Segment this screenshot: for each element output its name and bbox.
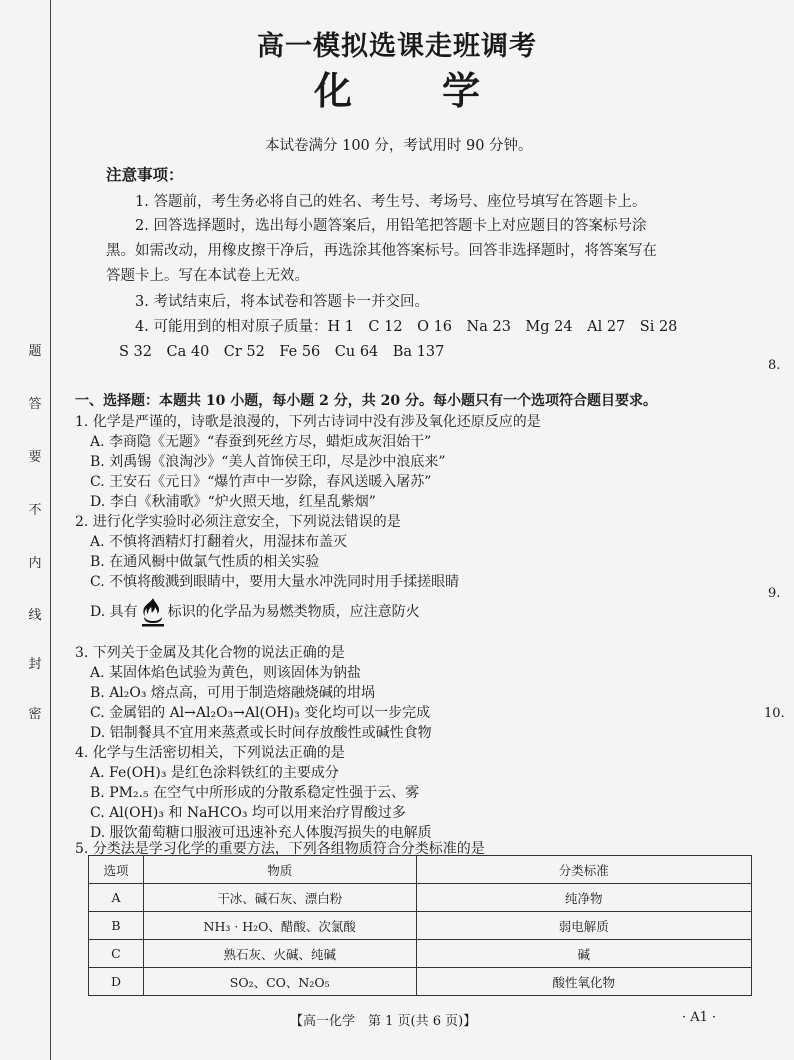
table-cell: 熟石灰、火碱、纯碱 — [143, 940, 416, 968]
binding-line — [50, 0, 51, 1060]
option-b: B. Al₂O₃ 熔点高，可用于制造熔融烧碱的坩埚 — [90, 685, 375, 701]
question-stem: 5. 分类法是学习化学的重要方法，下列各组物质符合分类标准的是 — [75, 841, 485, 857]
subject-title: 化学 — [313, 68, 570, 113]
section-heading: 一、选择题：本题共 10 小题，每小题 2 分，共 20 分。每小题只有一个选项符合题目要求。 — [75, 393, 657, 409]
notice-line: 答题卡上。写在本试卷上无效。 — [106, 268, 309, 284]
table-row — [89, 940, 752, 968]
margin-char: 答 — [28, 397, 42, 412]
option-a: A. 某固体焰色试验为黄色，则该固体为钠盐 — [90, 665, 362, 681]
margin-char: 线 — [28, 608, 42, 623]
table-header: 物质 — [143, 856, 416, 884]
question-stem: 3. 下列关于金属及其化合物的说法正确的是 — [75, 645, 345, 661]
option-b: B. PM₂.₅ 在空气中所形成的分散系稳定性强于云、雾 — [90, 785, 420, 801]
option-c: C. Al(OH)₃ 和 NaHCO₃ 均可以用来治疗胃酸过多 — [90, 805, 406, 821]
table-row — [89, 884, 752, 912]
table-cell: 酸性氧化物 — [416, 968, 751, 996]
option-a: A. 不慎将酒精灯打翻着火，用湿抹布盖灭 — [90, 534, 348, 550]
margin-char: 要 — [28, 450, 42, 465]
flammable-icon — [140, 597, 166, 627]
question-stem: 1. 化学是严谨的，诗歌是浪漫的，下列古诗词中没有涉及氧化还原反应的是 — [75, 414, 541, 430]
margin-char: 内 — [28, 556, 42, 571]
table-cell: B — [89, 912, 144, 940]
classification-table — [88, 855, 752, 996]
option-a: A. 李商隐《无题》“春蚕到死丝方尽，蜡炬成灰泪始干” — [90, 434, 432, 450]
notice-line: 黑。如需改动，用橡皮擦干净后，再选涂其他答案标号。回答非选择题时，将答案写在 — [106, 243, 657, 259]
option-d — [90, 597, 420, 627]
next-page-fragment: 10. — [764, 706, 785, 721]
table-cell: 纯净物 — [416, 884, 751, 912]
table-header-row — [89, 856, 752, 884]
table-row — [89, 968, 752, 996]
option-d-suffix: 标识的化学品为易燃类物质，应注意防火 — [167, 604, 420, 620]
option-a: A. Fe(OH)₃ 是红色涂料铁红的主要成分 — [90, 765, 339, 781]
notice-line: 3. 考试结束后，将本试卷和答题卡一并交回。 — [135, 294, 429, 310]
exam-info: 本试卷满分 100 分，考试用时 90 分钟。 — [265, 138, 533, 154]
option-b: B. 刘禹锡《浪淘沙》“美人首饰侯王印，尽是沙中浪底来” — [90, 454, 446, 470]
question-stem: 4. 化学与生活密切相关，下列说法正确的是 — [75, 745, 345, 761]
margin-char: 不 — [28, 503, 42, 518]
table-header: 分类标准 — [416, 856, 751, 884]
table-row — [89, 912, 752, 940]
table-cell: A — [89, 884, 144, 912]
notice-line: 4. 可能用到的相对原子质量：H 1 C 12 O 16 Na 23 Mg 24 Al 27 Si 28 — [135, 319, 678, 335]
margin-char: 密 — [28, 707, 42, 722]
notice-line: 2. 回答选择题时，选出每小题答案后，用铅笔把答题卡上对应题目的答案标号涂 — [135, 218, 647, 234]
notice-heading: 注意事项： — [106, 165, 184, 184]
exam-title: 高一模拟选课走班调考 — [257, 31, 537, 62]
table-cell: D — [89, 968, 144, 996]
table-cell: C — [89, 940, 144, 968]
option-d: D. 李白《秋浦歌》“炉火照天地，红星乱紫烟” — [90, 494, 376, 510]
page-footer: 【高一化学 第 1 页(共 6 页)】 — [290, 1014, 477, 1029]
option-b: B. 在通风橱中做氯气性质的相关实验 — [90, 554, 320, 570]
option-c: C. 金属铝的 Al→Al₂O₃→Al(OH)₃ 变化均可以一步完成 — [90, 705, 431, 721]
option-c: C. 王安石《元日》“爆竹声中一岁除，春风送暖入屠苏” — [90, 474, 432, 490]
option-d-prefix: D. 具有 — [90, 604, 138, 620]
option-d: D. 服饮葡萄糖口服液可迅速补充人体腹泻损失的电解质 — [90, 825, 432, 841]
option-d: D. 铝制餐具不宜用来蒸煮或长时间存放酸性或碱性食物 — [90, 725, 432, 741]
margin-char: 封 — [28, 657, 42, 672]
table-cell: NH₃ · H₂O、醋酸、次氯酸 — [143, 912, 416, 940]
table-cell: 弱电解质 — [416, 912, 751, 940]
margin-char: 题 — [28, 344, 42, 359]
option-c: C. 不慎将酸溅到眼睛中，要用大量水冲洗同时用手揉搓眼睛 — [90, 574, 460, 590]
table-cell: 碱 — [416, 940, 751, 968]
question-stem: 2. 进行化学实验时必须注意安全，下列说法错误的是 — [75, 514, 401, 530]
next-page-fragment: 8. — [768, 358, 781, 373]
paper-code: · A1 · — [682, 1010, 717, 1025]
notice-line: S 32 Ca 40 Cr 52 Fe 56 Cu 64 Ba 137 — [119, 344, 445, 360]
table-header: 选项 — [89, 856, 144, 884]
table-cell: SO₂、CO、N₂O₅ — [143, 968, 416, 996]
table-cell: 干冰、碱石灰、漂白粉 — [143, 884, 416, 912]
notice-line: 1. 答题前，考生务必将自己的姓名、考生号、考场号、座位号填写在答题卡上。 — [135, 194, 647, 210]
next-page-fragment: 9. — [768, 586, 781, 601]
